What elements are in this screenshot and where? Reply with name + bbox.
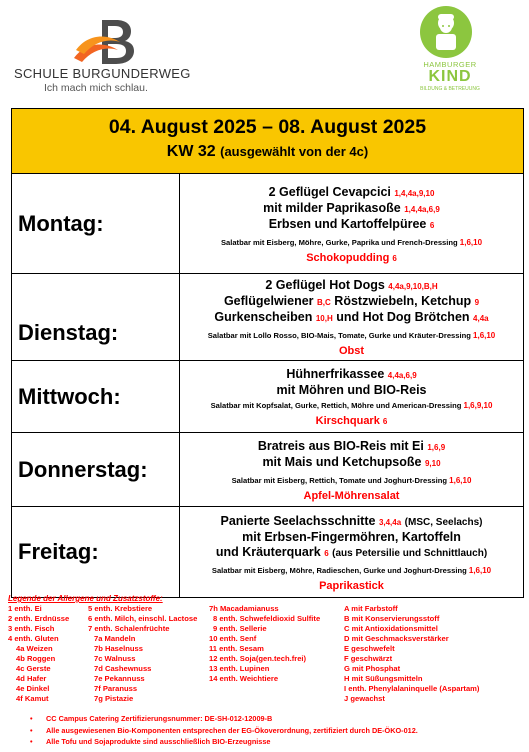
date-banner	[12, 109, 523, 174]
legend-title: Legende der Allergene und Zusatzstoffe:	[8, 594, 163, 603]
menu-cell	[180, 361, 523, 432]
partner-name: KIND	[428, 68, 472, 85]
menu-cell	[180, 507, 523, 597]
day-row-tuesday	[12, 274, 523, 361]
meal-line: Panierte Seelachsschnitte 3,4,4a (MSC, Seelachs)	[220, 513, 483, 528]
allergen-codes: 1,4,4a,9,10	[394, 188, 435, 198]
legend-col-4: A mit Farbstoff B mit Konservierungsstoff C mit Antioxidationsmittel D mit Geschmacksverstärker E geschwefelt F geschwärzt G mit Phosphat H mit Süßungsmitteln I enth. Phenylalaninquelle (Aspartam) J gewachst	[344, 604, 480, 703]
legend-col-3: 7h Macadamianuss 8 enth. Schwefeldioxid Sulfite 9 enth. Sellerie 10 enth. Senf 11 enth. Sesam 12 enth. Soja(gen.tech.frei) 13 enth. Lupinen 14 enth. Weichtiere	[209, 604, 321, 683]
dessert: Kirschquark 6	[315, 415, 388, 427]
calendar-week	[12, 143, 523, 161]
day-label: Mittwoch:	[12, 361, 180, 432]
legend-col-1: 1 enth. Ei 2 enth. Erdnüsse 3 enth. Fisch 4 enth. Gluten 4a Weizen 4b Roggen 4c Gerste 4d Hafer 4e Dinkel 4f Kamut	[8, 604, 70, 703]
menu-cell	[180, 274, 523, 360]
dessert: Paprikastick	[319, 579, 384, 592]
footer-note: • CC Campus Catering Zertifizierungsnummer: DE-SH-012-12009-B	[30, 713, 418, 725]
allergen-codes: 1,4,4a,6,9	[404, 204, 440, 214]
allergen-codes: 6	[429, 220, 435, 230]
salad-bar: Salatbar mit Eisberg, Möhre, Gurke, Paprika und French-Dressing 1,6,10	[220, 237, 483, 247]
meal-line: Gurkenscheiben 10,H und Hot Dog Brötchen 4,4a	[214, 310, 489, 324]
day-row-monday	[12, 174, 523, 274]
chef-icon	[420, 6, 472, 58]
school-logo	[12, 10, 202, 92]
school-slogan: Ich mach mich schlau.	[44, 82, 148, 94]
salad-bar: Salatbar mit Kopfsalat, Gurke, Rettich, Möhre und American-Dressing 1,6,9,10	[210, 401, 493, 410]
meal-line: Hühnerfrikassee 4,4a,6,9	[286, 367, 417, 381]
footer-note: • Alle ausgewiesenen Bio-Komponenten entsprechen der EG-Ökoverordnung, zertifiziert durch DE-ÖKO-012.	[30, 725, 418, 737]
meal-line: 2 Geflügel Hot Dogs 4,4a,9,10,B,H	[265, 278, 438, 292]
day-label: Dienstag:	[12, 274, 180, 360]
dessert: Apfel-Möhrensalat	[303, 489, 400, 502]
footer-notes	[30, 713, 418, 748]
school-name: SCHULE BURGUNDERWEG	[14, 66, 191, 81]
salad-bar: Salatbar mit Eisberg, Rettich, Tomate und Joghurt-Dressing 1,6,10	[231, 475, 472, 485]
day-label: Donnerstag:	[12, 433, 180, 506]
meal-line: 2 Geflügel Cevapcici 1,4,4a,9,10	[268, 184, 435, 199]
footer-note: • Alle Tofu und Sojaprodukte sind ausschließlich BIO-Erzeugnisse	[30, 736, 418, 748]
dessert: Obst	[338, 345, 365, 357]
meal-line: mit Mais und Ketchupsoße 9,10	[262, 454, 441, 469]
meal-line: und Kräuterquark 6 (aus Petersilie und Schnittlauch)	[215, 544, 488, 559]
partner-top: HAMBURGER	[423, 60, 477, 69]
salad-bar: Salatbar mit Eisberg, Möhre, Radieschen, Gurke und Joghurt-Dressing 1,6,10	[211, 565, 492, 575]
day-label: Montag:	[12, 174, 180, 273]
partner-logo	[408, 6, 492, 90]
day-row-friday	[12, 507, 523, 597]
day-row-thursday	[12, 433, 523, 507]
meal-line: Bratreis aus BIO-Reis mit Ei 1,6,9	[257, 438, 446, 453]
menu-cell	[180, 433, 523, 506]
meal-line: mit milder Paprikasoße 1,4,4a,6,9	[263, 200, 440, 215]
dessert: Schokopudding 6	[306, 251, 397, 264]
salad-bar: Salatbar mit Lollo Rosso, BIO-Mais, Tomate, Gurke und Kräuter-Dressing 1,6,10	[207, 331, 496, 340]
legend-col-2: 5 enth. Krebstiere 6 enth. Milch, einschl. Lactose 7 enth. Schalenfrüchte 7a Mandeln 7b Haselnuss 7c Walnuss 7d Cashewnuss 7e Pekannuss 7f Paranuss 7g Pistazie	[88, 604, 198, 703]
meal-line: Geflügelwiener B,C Röstzwiebeln, Ketchup 9	[223, 294, 480, 308]
date-range: 04. August 2025 – 08. August 2025	[108, 116, 427, 138]
menu-table	[11, 108, 524, 598]
day-row-wednesday	[12, 361, 523, 433]
meal-line: mit Erbsen-Fingermöhren, Kartoffeln	[242, 529, 461, 544]
meal-line: mit Möhren und BIO-Reis	[276, 383, 427, 397]
meal-line: Erbsen und Kartoffelpüree 6	[268, 216, 435, 231]
partner-sub: BILDUNG & BETREUUNG	[420, 86, 480, 92]
menu-cell	[180, 174, 523, 273]
kw-note: (ausgewählt von der 4c)	[220, 144, 369, 159]
school-logo-mark-icon	[72, 14, 142, 70]
day-label: Freitag:	[12, 507, 180, 597]
kw-number: KW 32	[166, 143, 216, 160]
